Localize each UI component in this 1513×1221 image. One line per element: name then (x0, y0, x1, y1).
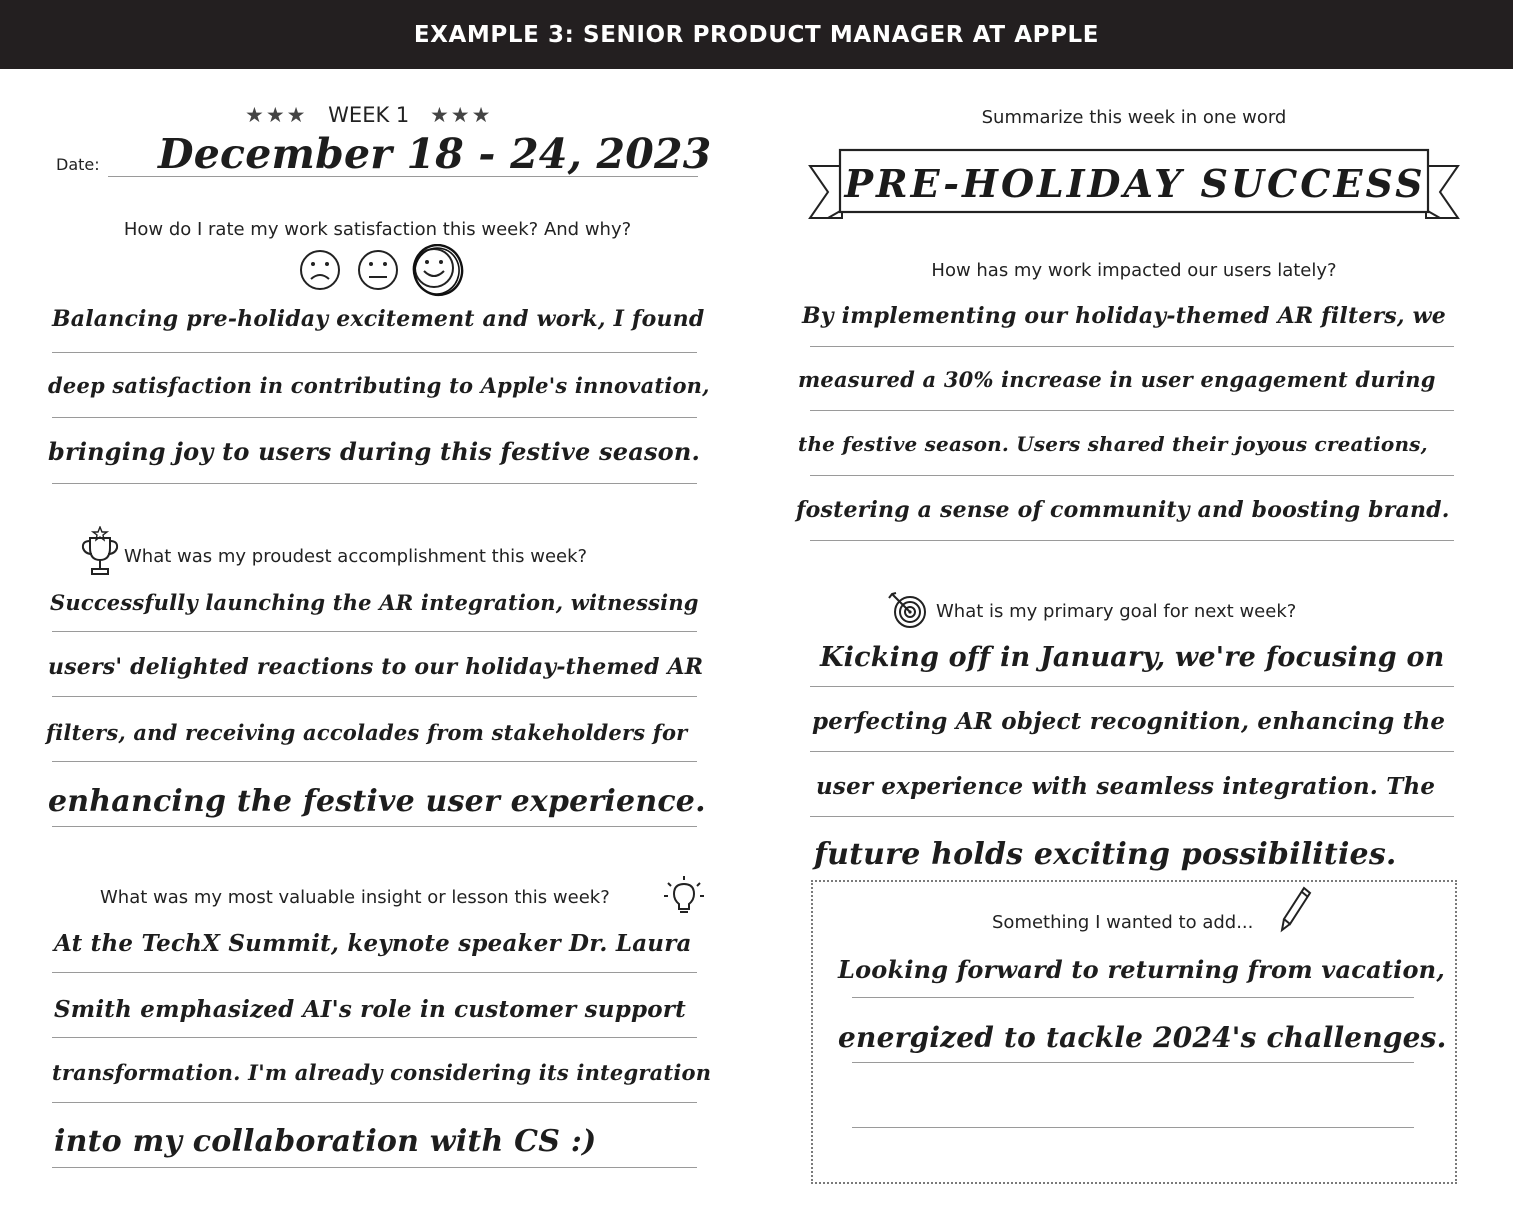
page-title: EXAMPLE 3: SENIOR PRODUCT MANAGER AT APPLE (413, 21, 1100, 48)
goal-prompt: What is my primary goal for next week? (936, 601, 1297, 622)
impact-answer-line-3: the festive season. Users shared their joyous creations, (798, 432, 1428, 456)
answer-rule (810, 346, 1454, 347)
insight-answer-line-4: into my collaboration with CS :) (54, 1124, 597, 1159)
answer-rule (810, 686, 1454, 687)
pen-icon (1278, 884, 1314, 934)
add-prompt: Something I wanted to add... (992, 912, 1254, 933)
answer-rule (852, 997, 1414, 998)
satisfaction-answer-line-2: deep satisfaction in contributing to Apple's innovation, (48, 373, 710, 398)
answer-rule (52, 631, 697, 632)
answer-rule (852, 1062, 1414, 1063)
answer-rule (52, 1037, 697, 1038)
satisfaction-prompt: How do I rate my work satisfaction this week? And why? (123, 219, 632, 240)
goal-answer-line-1: Kicking off in January, we're focusing on (820, 642, 1445, 673)
goal-answer-line-2: perfecting AR object recognition, enhancing the (812, 708, 1446, 735)
accomplishment-answer-line-2: users' delighted reactions to our holiday-themed AR (48, 654, 704, 680)
answer-rule (52, 826, 697, 827)
trophy-icon (80, 526, 120, 578)
summary-word: PRE-HOLIDAY SUCCESS (844, 160, 1426, 206)
answer-rule (810, 410, 1454, 411)
goal-answer-line-4: future holds exciting possibilities. (814, 837, 1397, 872)
date-label: Date: (56, 155, 100, 174)
answer-rule (52, 696, 697, 697)
date-rule (108, 176, 698, 177)
page-title-banner (0, 0, 1513, 69)
add-answer-line-1: Looking forward to returning from vacation, (838, 955, 1445, 984)
insight-answer-line-1: At the TechX Summit, keynote speaker Dr. Laura (54, 930, 692, 957)
neutral-face-icon[interactable] (359, 251, 397, 289)
date-value: December 18 - 24, 2023 (158, 130, 712, 178)
target-icon (886, 590, 932, 630)
impact-prompt: How has my work impacted our users lately? (931, 260, 1337, 281)
accomplishment-answer-line-4: enhancing the festive user experience. (48, 784, 706, 819)
sad-face-icon[interactable] (301, 251, 339, 289)
answer-rule (810, 475, 1454, 476)
insight-prompt: What was my most valuable insight or lesson this week? (100, 887, 610, 908)
lightbulb-icon (662, 874, 706, 918)
answer-rule (810, 816, 1454, 817)
answer-rule (52, 972, 697, 973)
happy-face-icon[interactable] (407, 244, 468, 300)
accomplishment-answer-line-3: filters, and receiving accolades from stakeholders for (46, 720, 688, 745)
answer-rule (52, 1102, 697, 1103)
answer-rule (810, 751, 1454, 752)
answer-rule (852, 1127, 1414, 1128)
goal-answer-line-3: user experience with seamless integration. The (816, 773, 1436, 800)
add-answer-line-2: energized to tackle 2024's challenges. (838, 1021, 1447, 1054)
week-header (245, 104, 492, 126)
summary-prompt: Summarize this week in one word (981, 107, 1287, 128)
week-stars-right: ★★★ (429, 103, 493, 127)
answer-rule (52, 761, 697, 762)
accomplishment-prompt: What was my proudest accomplishment this week? (124, 546, 588, 567)
satisfaction-answer-line-3: bringing joy to users during this festive season. (48, 437, 701, 466)
satisfaction-answer-line-1: Balancing pre-holiday excitement and work, I found (52, 306, 705, 332)
answer-rule (52, 483, 697, 484)
week-stars-left: ★★★ (245, 103, 308, 127)
week-label: WEEK 1 (328, 103, 410, 127)
impact-answer-line-4: fostering a sense of community and boosting brand. (796, 497, 1450, 523)
answer-rule (52, 1167, 697, 1168)
answer-rule (52, 352, 697, 353)
accomplishment-answer-line-1: Successfully launching the AR integration, witnessing (50, 590, 699, 615)
answer-rule (810, 540, 1454, 541)
insight-answer-line-2: Smith emphasized AI's role in customer support (54, 996, 686, 1023)
impact-answer-line-2: measured a 30% increase in user engagement during (798, 367, 1436, 392)
insight-answer-line-3: transformation. I'm already considering its integration (52, 1060, 712, 1085)
satisfaction-rating (298, 244, 470, 300)
answer-rule (52, 417, 697, 418)
impact-answer-line-1: By implementing our holiday-themed AR filters, we (802, 303, 1446, 329)
